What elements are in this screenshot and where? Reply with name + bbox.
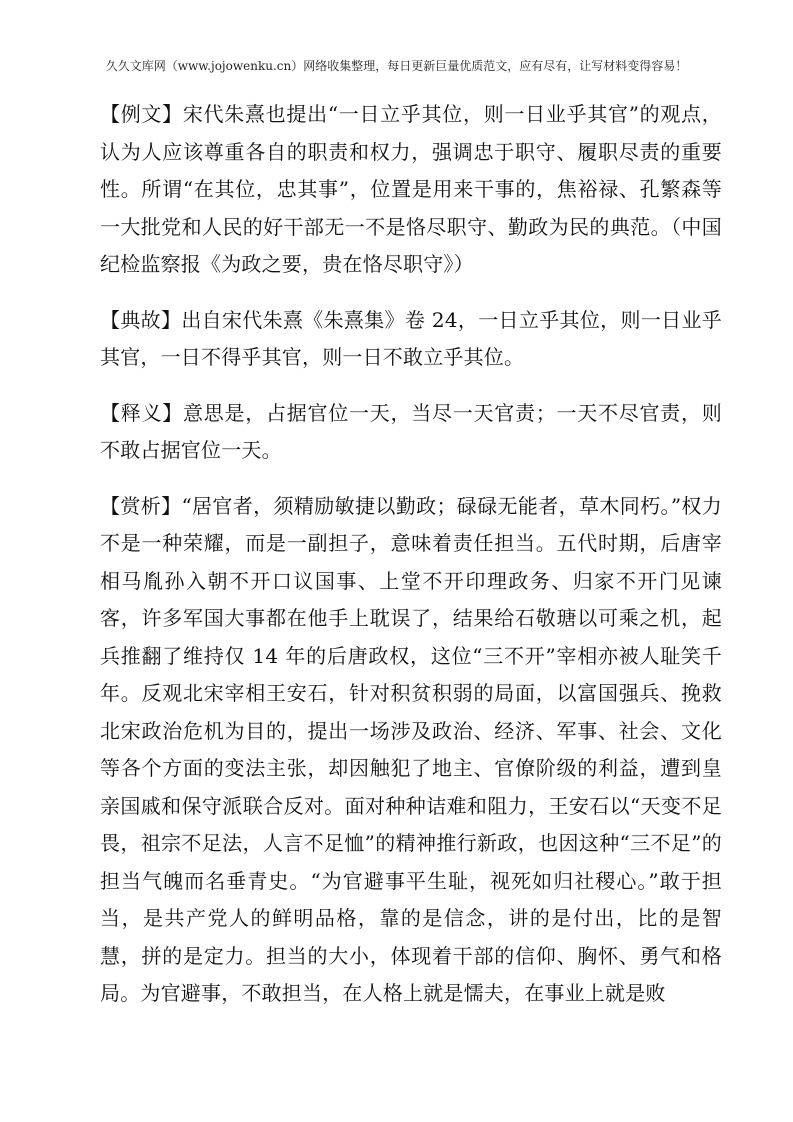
- allusion-text: 出自宋代朱熹《朱熹集》卷 24，一日立乎其位，则一日业乎其官，一日不得乎其官，则一日不敢立乎其位。: [100, 307, 722, 369]
- appreciation-tag: 【赏析】: [100, 493, 182, 518]
- example-paragraph: [100, 96, 722, 284]
- appreciation-text: “居官者，须精励敏捷以勤政；碌碌无能者，草木同朽。”权力不是一种荣耀，而是一副担子，意味着责任担当。五代时期，后唐宰相马胤孙入朝不开口议国事、上堂不开印理政务、归家不开门见谏客，许多军国大事都在他手上耽误了，结果给石敬瑭以可乘之机，起兵推翻了维持仅 14 年的后唐政权，这位“三不开”宰相亦被人耻笑千年。反观北宋宰相王安石，针对积贫积弱的局面，以富国强兵、挽救北宋政治危机为目的，提出一场涉及政治、经济、军事、社会、文化等各个方面的变法主张，却因触犯了地主、官僚阶级的利益，遭到皇亲国戚和保守派联合反对。面对种种诘难和阻力，王安石以“天变不足畏，祖宗不足法，人言不足恤”的精神推行新政，也因这种“三不足”的担当气魄而名垂青史。“为官避事平生耻，视死如归社稷心。”敢于担当，是共产党人的鲜明品格，靠的是信念，讲的是付出，比的是智慧，拼的是定力。担当的大小，体现着干部的信仰、胸怀、勇气和格局。为官避事，不敢担当，在人格上就是懦夫，在事业上就是败: [100, 493, 722, 1005]
- page-header-notice: 久久文库网（www.jojowenku.cn）网络收集整理，每日更新巨量优质范文，应有尽有，让写材料变得容易！: [105, 59, 688, 73]
- explanation-paragraph: [100, 395, 722, 470]
- explanation-text: 意思是，占据官位一天，当尽一天官责；一天不尽官责，则不敢占据官位一天。: [100, 400, 722, 462]
- explanation-tag: 【释义】: [100, 400, 184, 425]
- example-tag: 【例文】: [100, 102, 183, 126]
- appreciation-paragraph: [100, 488, 722, 1013]
- allusion-tag: 【典故】: [100, 307, 182, 332]
- allusion-paragraph: [100, 302, 722, 377]
- example-text: 宋代朱熹也提出“一日立乎其位，则一日业乎其官”的观点，认为人应该尊重各自的职责和权力，强调忠于职守、履职尽责的重要性。所谓“在其位，忠其事”，位置是用来干事的，焦裕禄、孔繁森等一大批党和人民的好干部无一不是恪尽职守、勤政为民的典范。（中国纪检监察报《为政之要，贵在恪尽职守》）: [100, 102, 722, 276]
- document-body: [100, 96, 722, 1031]
